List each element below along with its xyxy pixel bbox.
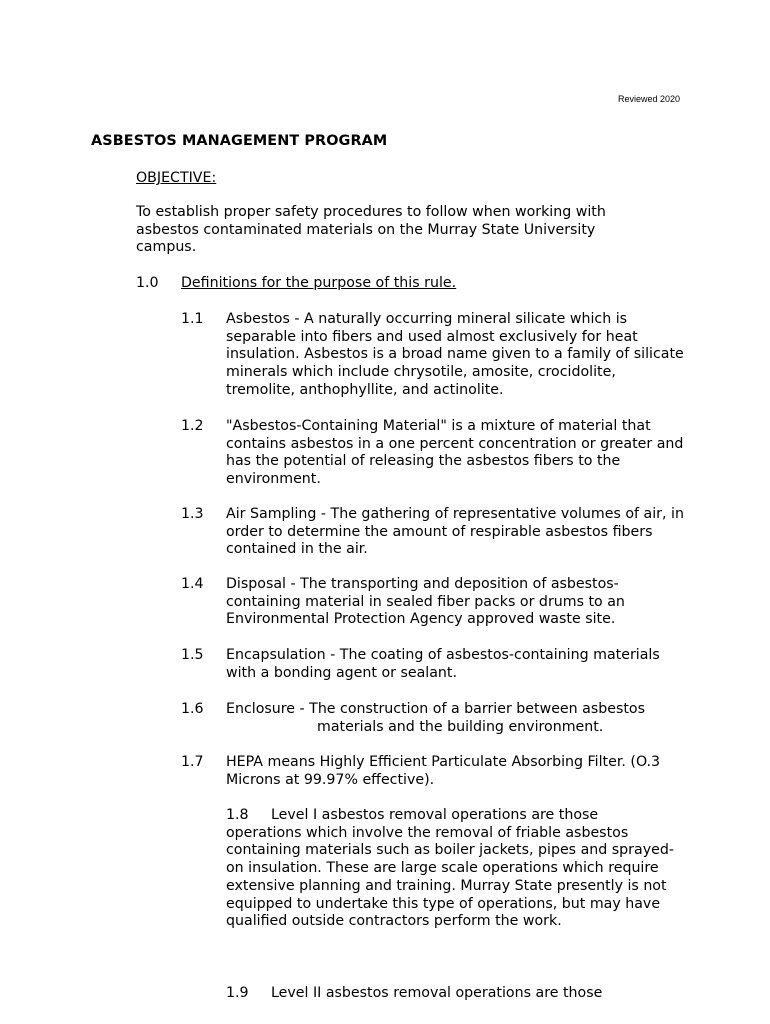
document-title: ASBESTOS MANAGEMENT PROGRAM [91,133,388,149]
definition-item [181,647,701,682]
definition-text: Level II asbestos removal operations are those [271,985,603,1001]
definition-item [226,985,676,1003]
definition-number: 1.3 [181,506,204,522]
objective-heading: OBJECTIVE: [136,170,217,186]
definition-number: 1.8 [226,807,249,823]
definition-text: "Asbestos-Containing Material" is a mixture of material that contains asbestos in a one percent concentration or greater and has the potential of releasing the asbestos fibers to the environment. [226,418,684,488]
definition-text: HEPA means Highly Efficient Particulate Absorbing Filter. (O.3 Microns at 99.97% effective). [226,754,661,788]
definition-item [181,506,701,559]
definition-number: 1.6 [181,701,204,717]
definition-text: Enclosure - The construction of a barrier between asbestos [226,701,646,717]
section-heading [136,275,456,293]
definition-item [181,701,701,736]
reviewed-date: Reviewed 2020 [617,94,680,104]
definition-text-continued: operations which involve the removal of friable asbestos containing materials such as boiler jackets, pipes and sprayed-on insulation. These are large scale operations which require extensive planning and training. Murray State presently is not equipped to undertake this type of operations, but may have qualified outside contractors perform the work. [226,824,674,930]
definition-number: 1.7 [181,754,204,770]
definition-item [181,418,701,489]
definition-number: 1.4 [181,576,204,592]
section-label: Definitions for the purpose of this rule. [181,275,457,291]
definition-number: 1.9 [226,985,249,1001]
definition-number: 1.2 [181,418,204,434]
objective-text: To establish proper safety procedures to follow when working with asbestos contaminated materials on the Murray State University campus. [136,204,606,256]
definition-text-continued: materials and the building environment. [317,718,604,735]
definition-text: Level I asbestos removal operations are those [271,807,599,823]
section-number: 1.0 [136,275,159,291]
definition-item [181,311,701,400]
definition-item [181,754,701,789]
definition-text: Disposal - The transporting and deposition of asbestos-containing material in sealed fiber packs or drums to an Environmental Protection Agency approved waste site. [226,576,625,628]
definition-number: 1.5 [181,647,204,663]
definition-text: Encapsulation - The coating of asbestos-containing materials with a bonding agent or sealant. [226,647,660,681]
definition-text: Asbestos - A naturally occurring mineral silicate which is separable into fibers and used almost exclusively for heat insulation. Asbestos is a broad name given to a family of silicate minerals which include chrysotile, amosite, crocidolite, tremolite, anthophyllite, and actinolite. [226,311,684,398]
definition-item [181,576,701,629]
definition-text: Air Sampling - The gathering of representative volumes of air, in order to determine the amount of respirable asbestos fibers contained in the air. [226,506,684,558]
definition-number: 1.1 [181,311,204,327]
definition-item [226,807,676,931]
